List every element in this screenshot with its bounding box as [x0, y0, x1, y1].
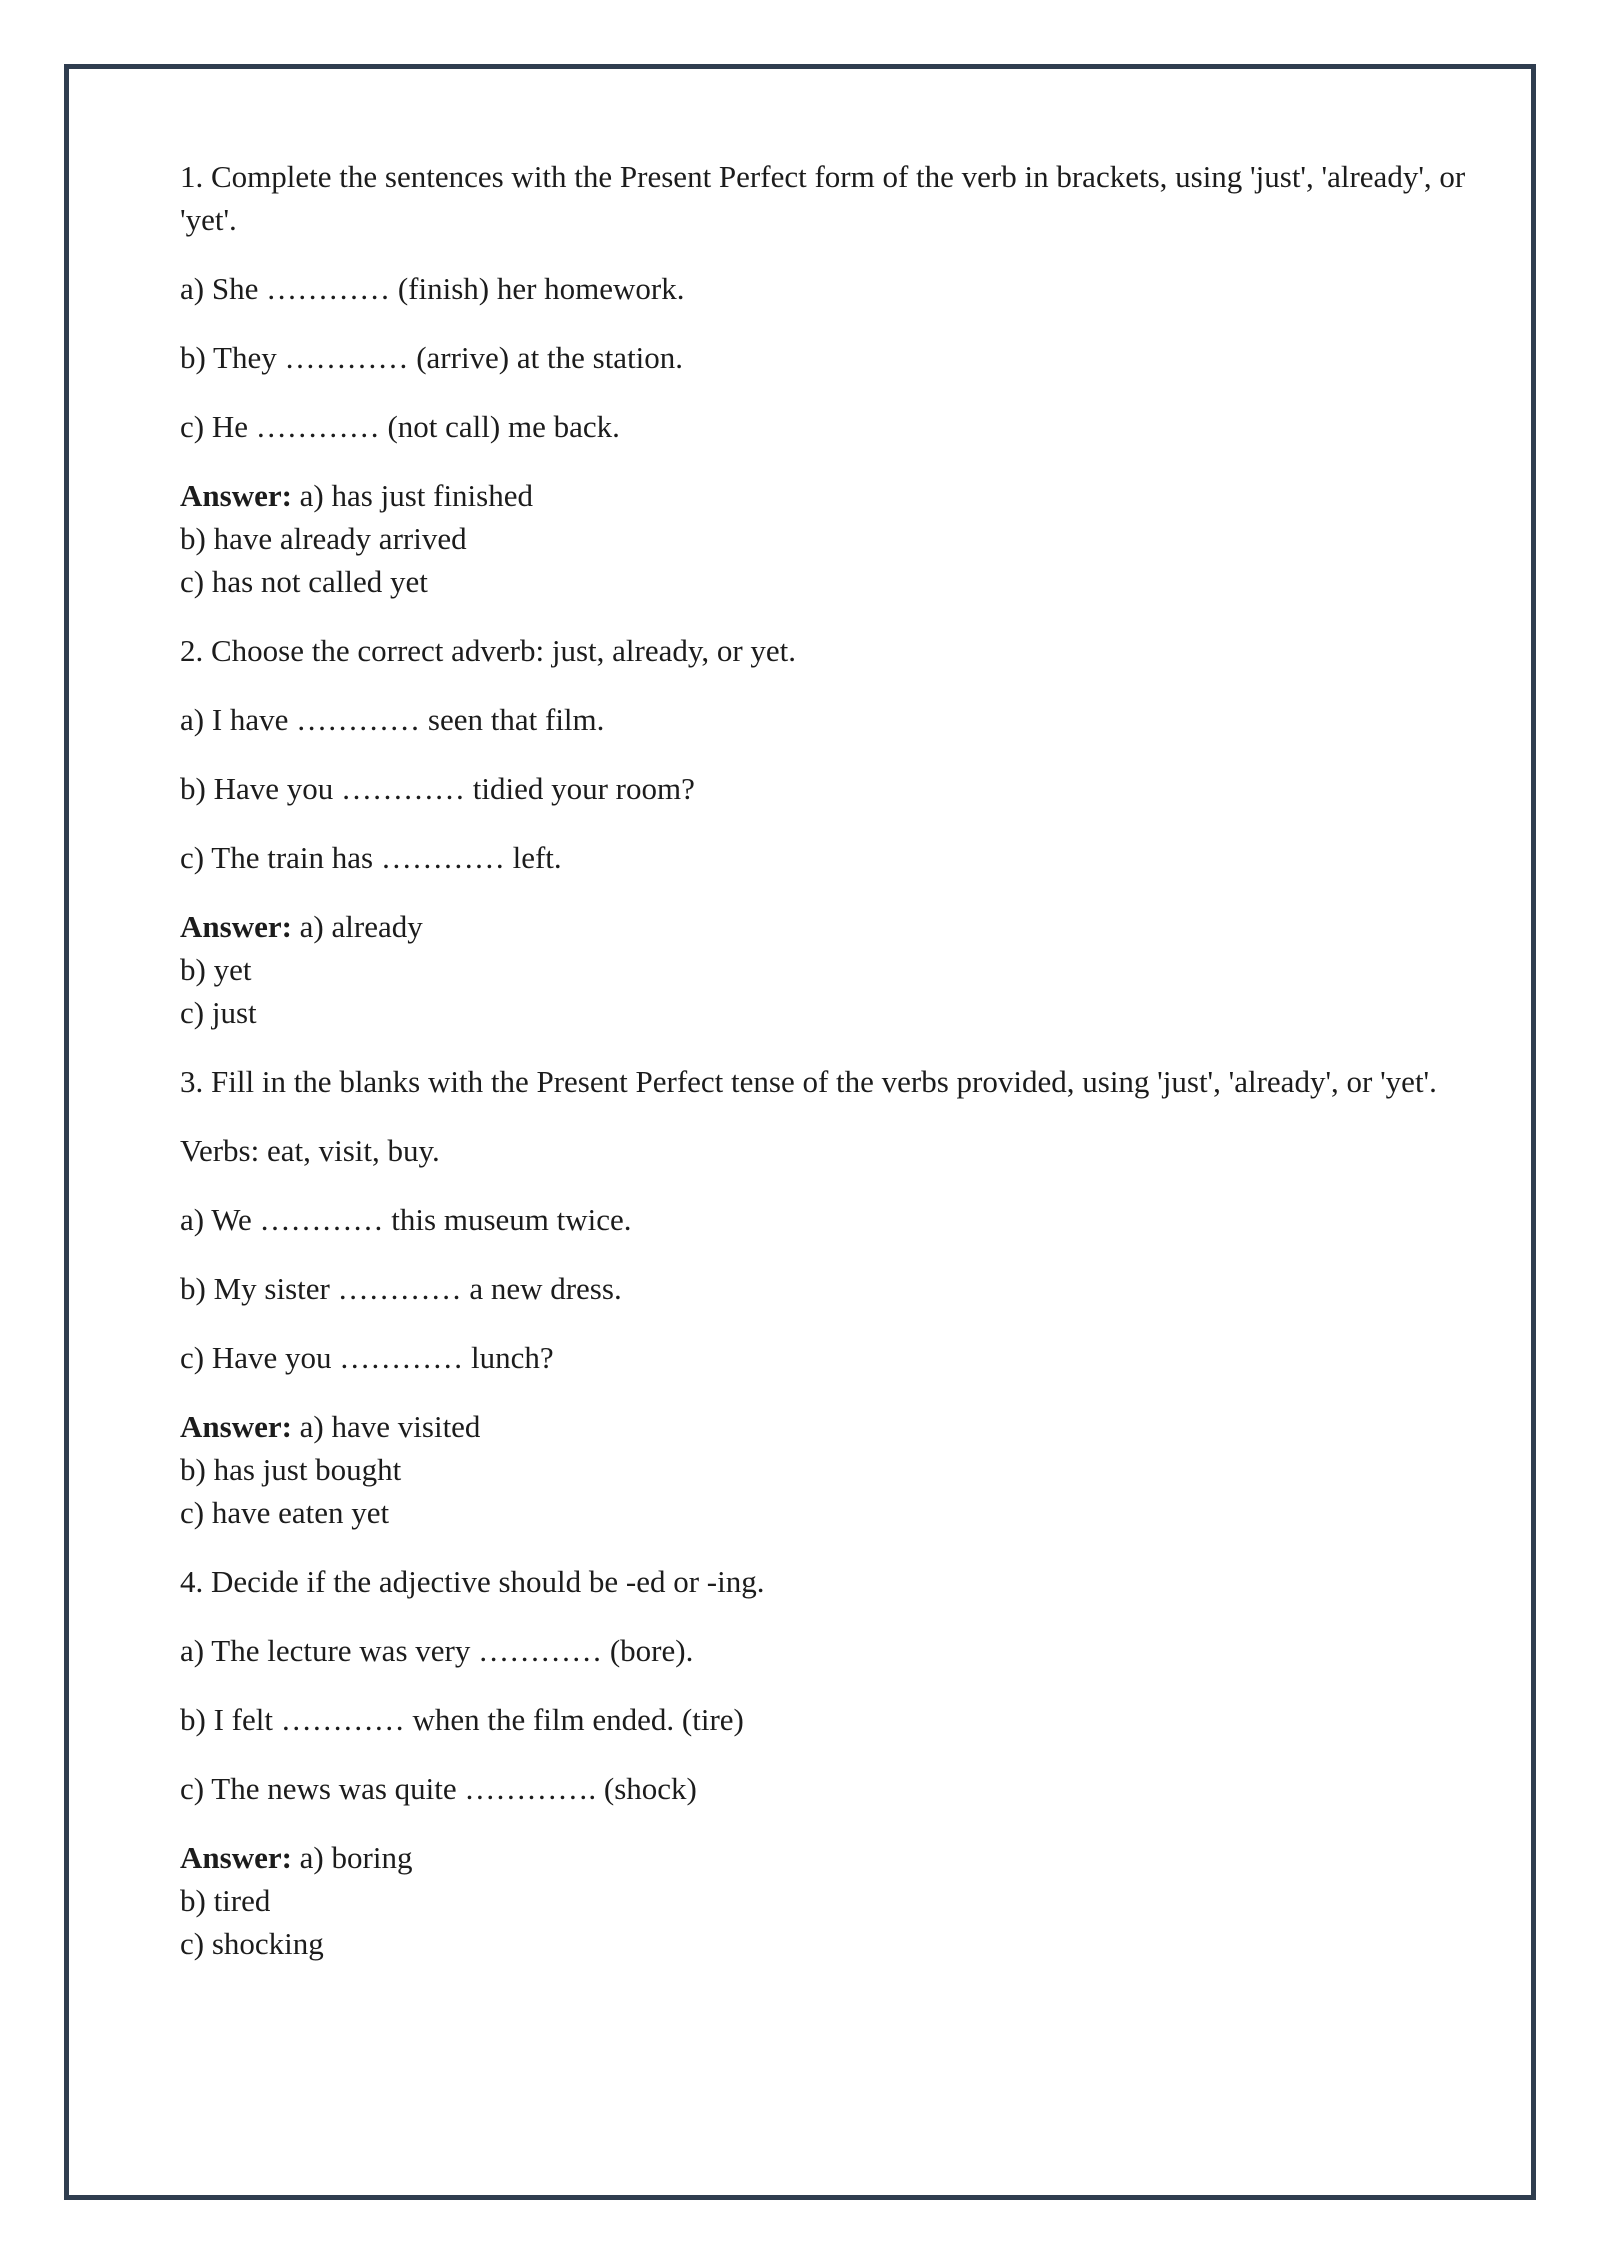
answer-block: [180, 1405, 1480, 1534]
answer-text: b) yet: [180, 952, 252, 987]
answer-text: b) tired: [180, 1883, 271, 1918]
answer-text: c) just: [180, 995, 257, 1030]
answer-label: Answer:: [180, 478, 292, 513]
answer-line: [180, 905, 1480, 948]
answer-text: c) has not called yet: [180, 564, 428, 599]
answer-line: [180, 474, 1480, 517]
answer-label: Answer:: [180, 1840, 292, 1875]
answer-text: c) have eaten yet: [180, 1495, 390, 1530]
exercise-instruction: 3. Fill in the blanks with the Present Perfect tense of the verbs provided, using 'just', 'already', or 'yet'.: [180, 1064, 1437, 1099]
answer-block: [180, 905, 1480, 1034]
answer-text: b) has just bought: [180, 1452, 402, 1487]
exercise-1: [180, 155, 1480, 603]
exercise-item: c) The train has ………… left.: [180, 840, 562, 875]
exercise-item: a) We ………… this museum twice.: [180, 1202, 632, 1237]
answer-block: [180, 474, 1480, 603]
answer-text: c) shocking: [180, 1926, 324, 1961]
answer-line: [180, 1836, 1480, 1879]
exercise-item: c) Have you ………… lunch?: [180, 1340, 554, 1375]
verbs-note: Verbs: eat, visit, buy.: [180, 1133, 440, 1168]
answer-label: Answer:: [180, 1409, 292, 1444]
exercise-instruction: 1. Complete the sentences with the Present Perfect form of the verb in brackets, using 'just', 'already', or 'yet'.: [180, 159, 1466, 237]
exercise-item: b) My sister ………… a new dress.: [180, 1271, 622, 1306]
exercise-item: b) I felt ………… when the film ended. (tire): [180, 1702, 744, 1737]
answer-block: [180, 1836, 1480, 1965]
answer-text: b) have already arrived: [180, 521, 467, 556]
answer-text: a) boring: [299, 1840, 413, 1875]
answer-label: Answer:: [180, 909, 292, 944]
answer-text: a) have visited: [299, 1409, 481, 1444]
answer-text: a) has just finished: [299, 478, 533, 513]
exercise-item: b) They ………… (arrive) at the station.: [180, 340, 684, 375]
exercise-item: a) The lecture was very ………… (bore).: [180, 1633, 694, 1668]
exercise-instruction: 2. Choose the correct adverb: just, already, or yet.: [180, 633, 797, 668]
exercise-item: a) I have ………… seen that film.: [180, 702, 605, 737]
answer-text: a) already: [299, 909, 423, 944]
exercise-item: c) The news was quite …………. (shock): [180, 1771, 697, 1806]
exercise-item: c) He ………… (not call) me back.: [180, 409, 620, 444]
worksheet-content: [180, 155, 1480, 1991]
exercise-item: b) Have you ………… tidied your room?: [180, 771, 695, 806]
page-border: [64, 64, 1536, 2200]
exercise-item: a) She ………… (finish) her homework.: [180, 271, 685, 306]
exercise-2: [180, 629, 1480, 1034]
exercise-4: [180, 1560, 1480, 1965]
exercise-instruction: 4. Decide if the adjective should be -ed or -ing.: [180, 1564, 765, 1599]
exercise-3: [180, 1060, 1480, 1534]
answer-line: [180, 1405, 1480, 1448]
